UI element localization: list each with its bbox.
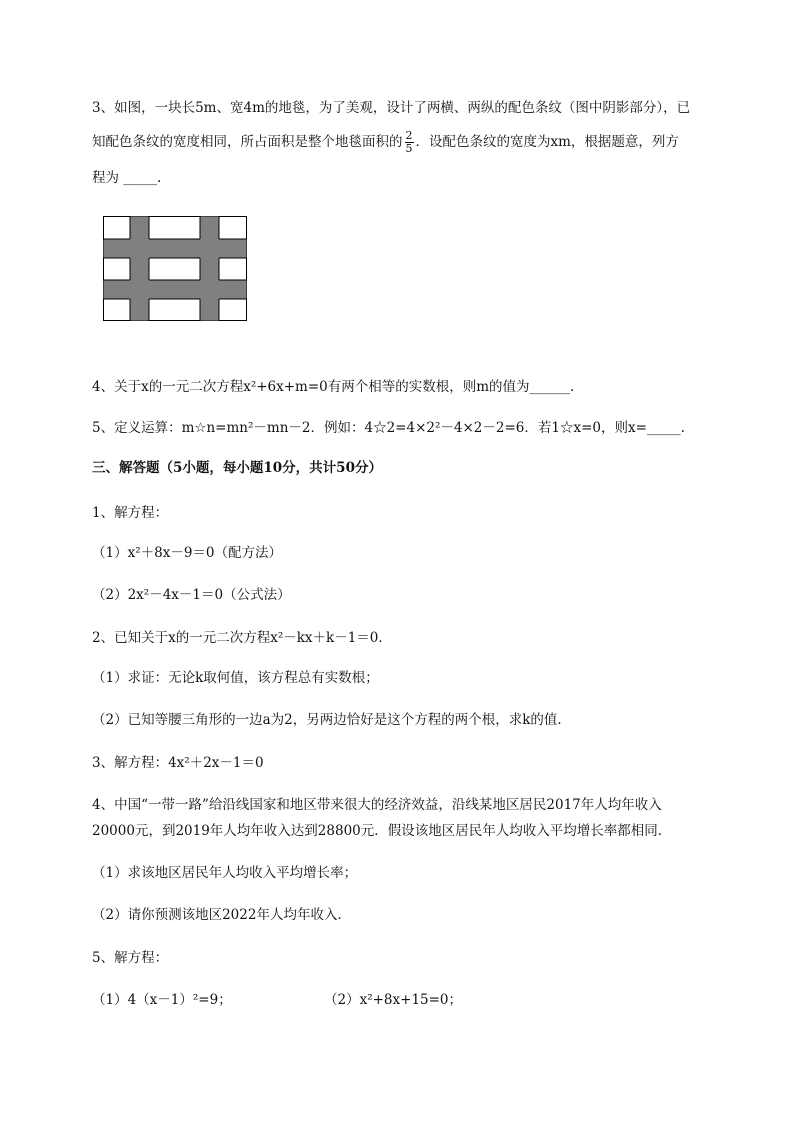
p5-part-a: （1）4（x－1）²=9； [92,992,232,1008]
vertical-stripe-1 [130,217,149,321]
p4-part-a: （1）求该地区居民年人均收入平均增长率； [92,865,358,881]
p2-title: 2、已知关于x的一元二次方程x²－kx＋k－1＝0． [92,630,392,646]
horizontal-stripe-2 [104,280,247,299]
p3-title: 3、解方程：4x²＋2x－1＝0 [92,755,264,771]
horizontal-stripe-1 [104,239,247,258]
q3-line-2 [92,130,679,155]
vertical-stripe-2 [200,217,219,321]
carpet-figure [103,216,249,322]
section-title: 三、解答题（5小题，每小题10分，共计50分） [92,460,382,476]
p5-title: 5、解方程： [92,950,169,966]
carpet-outline [104,217,247,321]
p5-part-b: （2）x²+8x+15=0； [324,992,463,1008]
p1-title: 1、解方程： [92,505,169,521]
p1-part-b: （2）2x²－4x－1＝0（公式法） [92,587,291,603]
fraction-denominator: 5 [405,142,413,155]
fraction-numerator: 2 [405,129,413,142]
q3-line-1: 3、如图，一块长5m、宽4m的地毯，为了美观，设计了两横、两纵的配色条纹（图中阴影部分），已 [92,100,691,116]
q4-fill-blank: 4、关于x的一元二次方程x²+6x+m=0有两个相等的实数根，则m的值为______. [92,379,575,395]
q3-line-3: 程为 _____. [92,170,162,186]
p4-line-2: 20000元，到2019年人均年收入达到28800元．假设该地区居民年人均收入平均增长率都相同． [92,823,672,839]
p4-part-b: （2）请你预测该地区2022年人均年收入． [92,907,351,923]
p2-part-a: （1）求证：无论k取何值，该方程总有实数根； [92,670,379,686]
p1-part-a: （1）x²＋8x－9＝0（配方法） [92,545,282,561]
p4-line-1: 4、中国“一带一路”给沿线国家和地区带来很大的经济效益，沿线某地区居民2017年人均年收入 [92,797,662,813]
q3-line-2-text: 知配色条纹的宽度相同，所占面积是整个地毯面积的 [92,134,403,150]
p2-part-b: （2）已知等腰三角形的一边a为2，另两边恰好是这个方程的两个根，求k的值． [92,712,571,728]
q3-line-2-text-after: ．设配色条纹的宽度为xm，根据题意，列方 [415,134,679,150]
q5-fill-blank: 5、定义运算：m☆n=mn²－mn－2．例如：4☆2=4×2²－4×2－2=6．若1☆x=0，则x=_____. [92,420,685,436]
fraction-two-fifths [405,130,414,155]
